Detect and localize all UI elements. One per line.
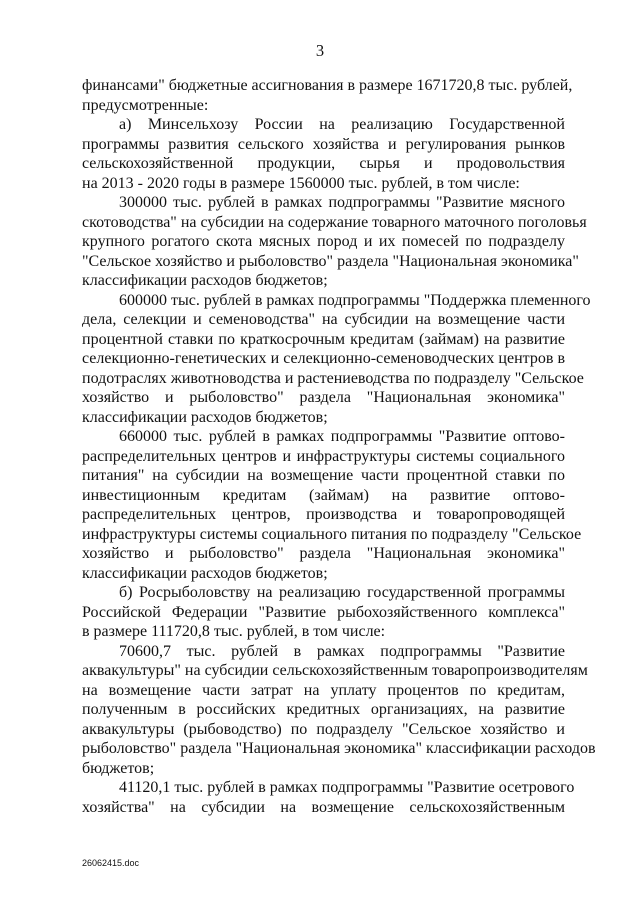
text-line: классификации расходов бюджетов; <box>82 564 328 582</box>
text-line: полученным в российских кредитных организациях, на развитие <box>82 701 565 718</box>
text-line: скотоводства" на субсидии на содержание товарного маточного поголовья <box>82 213 587 231</box>
text-line: предусмотренные: <box>82 96 209 114</box>
text-line: а) Минсельхозу России на реализацию Государственной <box>119 116 565 133</box>
text-line: б) Росрыболовству на реализацию государственной программы <box>119 584 565 601</box>
text-line: классификации расходов бюджетов; <box>82 272 328 289</box>
text-line: распределительных центров и инфраструктуры системы социального <box>82 447 565 465</box>
text-line: 41120,1 тыс. рублей в рамках подпрограммы "Развитие осетрового <box>119 779 575 796</box>
text-line: 660000 тыс. рублей в рамках подпрограммы "Развитие оптово- <box>119 428 565 445</box>
page-number: 3 <box>315 41 325 60</box>
text-line: рыболовство" раздела "Национальная экономика" классификации расходов <box>82 740 596 757</box>
text-line: подотраслях животноводства и растениеводства по подразделу "Сельское <box>82 369 584 387</box>
text-line: распределительных центров, производства и товаропроводящей <box>82 506 565 523</box>
text-line: сельскохозяйственной продукции, сырья и продовольствия <box>82 155 565 172</box>
text-line: 300000 тыс. рублей в рамках подпрограммы "Развитие мясного <box>119 194 565 211</box>
text-line: Российской Федерации "Развитие рыбохозяйственного комплекса" <box>82 603 565 621</box>
text-line: классификации расходов бюджетов; <box>82 408 328 426</box>
text-line: бюджетов; <box>82 759 155 777</box>
text-line: селекционно-генетических и селекционно-семеноводческих центров в <box>82 350 565 367</box>
text-line: на 2013 - 2020 годы в размере 1560000 тыс. рублей, в том числе: <box>82 174 520 192</box>
text-line: "Сельское хозяйство и рыболовство" раздела "Национальная экономика" <box>82 252 579 270</box>
text-line: инфраструктуры системы социального питания по подразделу "Сельское <box>82 525 582 543</box>
text-line: финансами" бюджетные ассигнования в размере 1671720,8 тыс. рублей, <box>82 77 573 94</box>
text-line: программы развития сельского хозяйства и регулирования рынков <box>82 135 565 153</box>
footer-file-name: 26062415.doc <box>82 858 140 868</box>
text-line: в размере 111720,8 тыс. рублей, в том числе: <box>82 623 386 640</box>
text-line: дела, селекции и семеноводства" на субсидии на возмещение части <box>82 311 565 328</box>
text-line: питания" на субсидии на возмещение части процентной ставки по <box>82 467 565 484</box>
body-text <box>82 76 596 817</box>
text-line: хозяйство и рыболовство" раздела "Национальная экономика" <box>82 389 565 406</box>
text-line: 600000 тыс. рублей в рамках подпрограммы "Поддержка племенного <box>119 291 591 309</box>
text-line: крупного рогатого скота мясных пород и их помесей по подразделу <box>82 233 565 250</box>
text-line: хозяйство и рыболовство" раздела "Национальная экономика" <box>82 545 565 562</box>
text-line: процентной ставки по краткосрочным кредитам (займам) на развитие <box>82 330 565 348</box>
text-line: инвестиционным кредитам (займам) на развитие оптово- <box>82 486 565 504</box>
text-line: аквакультуры" на субсидии сельскохозяйственным товаропроизводителям <box>82 662 588 679</box>
text-line: хозяйства" на субсидии на возмещение сельскохозяйственным <box>82 798 565 816</box>
text-line: 70600,7 тыс. рублей в рамках подпрограммы "Развитие <box>119 642 565 660</box>
text-line: аквакультуры (рыбоводство) по подразделу "Сельское хозяйство и <box>82 720 565 738</box>
text-line: на возмещение части затрат на уплату процентов по кредитам, <box>82 681 565 699</box>
